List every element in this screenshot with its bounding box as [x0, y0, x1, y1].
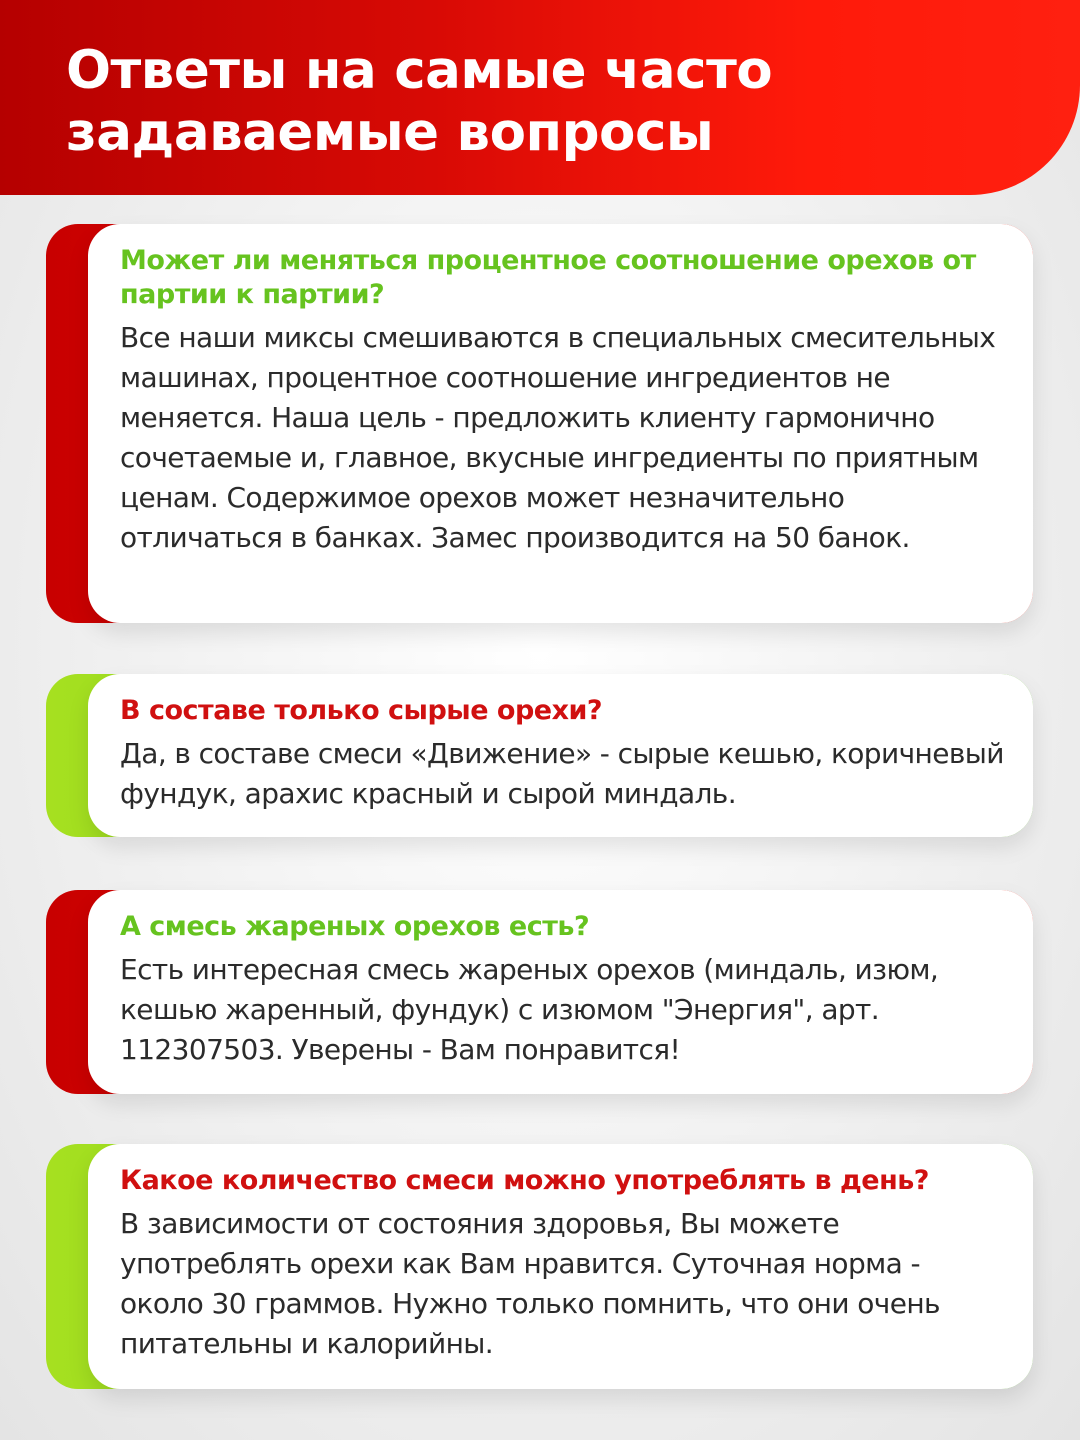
faq-question: Какое количество смеси можно употреблять в день? — [120, 1165, 929, 1196]
faq-item-3 — [46, 890, 1033, 1094]
faq-question: Может ли меняться процентное соотношение орехов от партии к партии? — [120, 245, 976, 310]
faq-answer: Да, в составе смеси «Движение» - сырые кешью, коричневый фундук, арахис красный и сырой миндаль. — [120, 737, 1004, 810]
faq-answer: Все наши миксы смешиваются в специальных смесительных машинах, процентное соотношение ингредиентов не меняется. Наша цель - предложить клиенту гармонично сочетаемые и, главное, вкусные ингредиенты по приятным ценам. Содержимое орехов может незначительно отличаться в банках. Замес производится на 50 банок. — [120, 321, 996, 554]
faq-question: А смесь жареных орехов есть? — [120, 911, 590, 942]
faq-item-4 — [46, 1144, 1033, 1389]
faq-question: В составе только сырые орехи? — [120, 695, 603, 726]
faq-item-2 — [46, 674, 1033, 837]
faq-answer: В зависимости от состояния здоровья, Вы можете употреблять орехи как Вам нравится. Суточная норма - около 30 граммов. Нужно только помнить, что они очень питательны и калорийны. — [120, 1207, 940, 1360]
header-banner — [0, 0, 1080, 195]
faq-answer: Есть интересная смесь жареных орехов (миндаль, изюм, кешью жаренный, фундук) с изюмом "Энергия", арт. 112307503. Уверены - Вам понравится! — [120, 953, 939, 1066]
page-title: Ответы на самые часто задаваемые вопросы — [66, 40, 773, 163]
faq-item-1 — [46, 224, 1033, 623]
